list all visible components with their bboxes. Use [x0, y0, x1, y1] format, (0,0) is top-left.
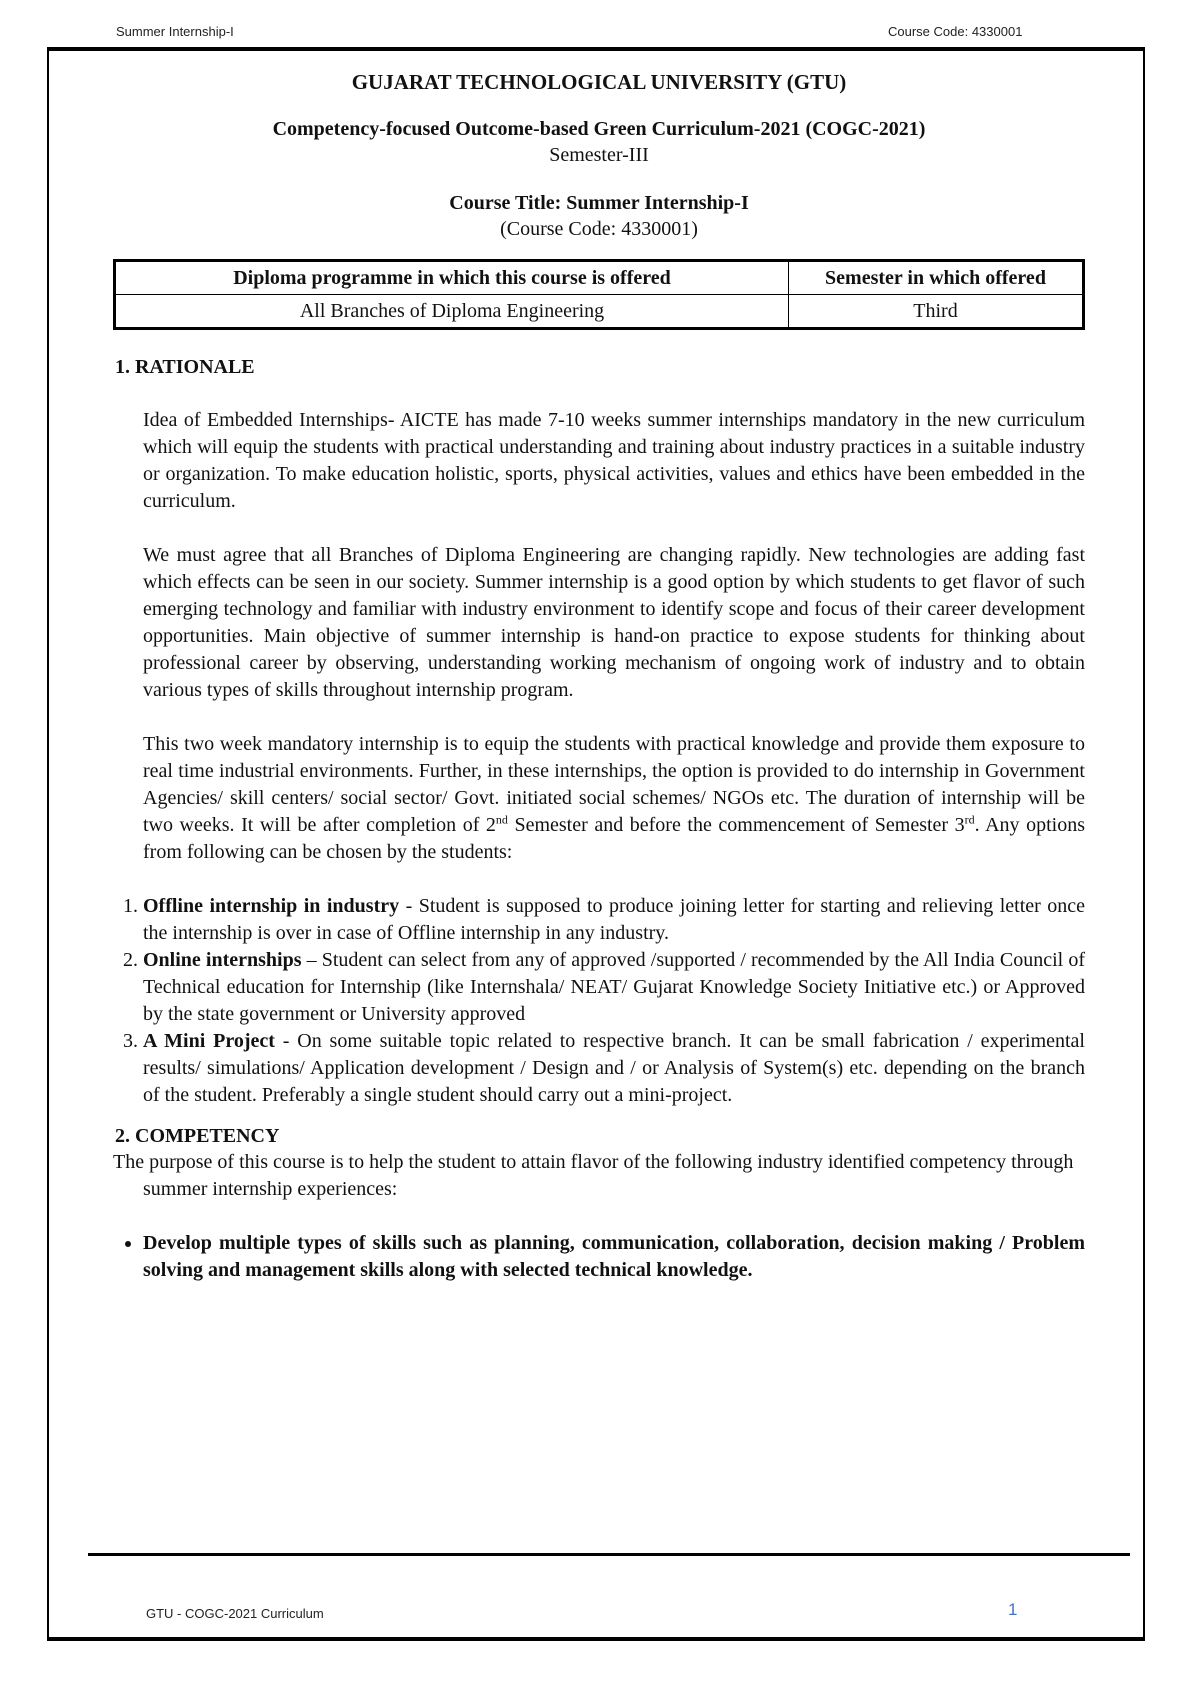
document-header: [113, 68, 1085, 242]
para3-text: . Any options from following can be chosen by the students:: [143, 814, 1085, 863]
university-title: GUJARAT TECHNOLOGICAL UNIVERSITY (GTU): [351, 70, 847, 94]
option-title: A Mini Project: [143, 1030, 275, 1052]
page-number: 1: [1008, 1600, 1018, 1619]
superscript: nd: [495, 812, 508, 827]
list-item: [143, 947, 1085, 1028]
option-title: Online internships: [143, 949, 302, 971]
table-row: [115, 295, 1084, 329]
option-text: – Student can select from any of approved /supported / recommended by the All India Council of Technical education for Internship (like Internshala/ NEAT/ Gujarat Knowledge Society Initiative etc.) or Approved by the state government or University approved: [143, 949, 1085, 1025]
competency-list: [113, 1230, 1085, 1284]
semester-label: Semester-III: [549, 144, 649, 166]
list-item: • Develop multiple types of skills such as planning, communication, collaboration, decision making / Problem solving and management skills along with selected technical knowledge.: [143, 1230, 1085, 1284]
competency-heading: 2. COMPETENCY: [115, 1125, 280, 1147]
para3-text: This two week mandatory internship is to equip the students with practical knowledge and provide them exposure to real time industrial environments. Further, in these internships, the option is provided to do internship in Government Agencies/ skill centers/ social sector/ Govt. initiated social schemes/ NGOs etc. The duration of internship will be two weeks. It will be after completion of 2: [143, 733, 1085, 836]
running-header-right: Course Code: 4330001: [888, 24, 1023, 39]
footer-text: GTU - COGC-2021 Curriculum: [146, 1606, 324, 1621]
rationale-paragraph: We must agree that all Branches of Diploma Engineering are changing rapidly. New technologies are adding fast which effects can be seen in our society. Summer internship is a good option by which students to get flavor of such emerging technology and familiar with industry environment to identify scope and focus of their career development opportunities. Main objective of summer internship is hand-on practice to expose students for thinking about professional career by observing, understanding working mechanism of ongoing work of industry and to obtain various types of skills throughout internship program.: [143, 544, 1085, 701]
course-title: Course Title: Summer Internship-I: [449, 192, 749, 214]
internship-options-list: [113, 893, 1085, 1109]
page-content: [113, 68, 1085, 1284]
offer-table: [113, 259, 1085, 330]
footer-divider: [88, 1553, 1130, 1556]
table-header-semester: Semester in which offered: [789, 261, 1084, 295]
list-item: [143, 893, 1085, 947]
curriculum-title: Competency-focused Outcome-based Green Curriculum-2021 (COGC-2021): [272, 118, 926, 140]
rationale-paragraph: [143, 731, 1085, 866]
table-header-row: [115, 261, 1084, 295]
competency-intro: The purpose of this course is to help the student to attain flavor of the following industry identified competency through summer internship experiences:: [113, 1151, 1074, 1200]
table-header-programme: Diploma programme in which this course is offered: [115, 261, 789, 295]
option-text: - On some suitable topic related to respective branch. It can be small fabrication / experimental results/ simulations/ Application development / Design and / or Analysis of System(s) etc. depending on the branch of the student. Preferably a single student should carry out a mini-project.: [143, 1030, 1085, 1106]
rationale-paragraph: Idea of Embedded Internships- AICTE has made 7-10 weeks summer internships mandatory in the new curriculum which will equip the students with practical understanding and training about industry practices in a suitable industry or organization. To make education holistic, sports, physical activities, values and ethics have been embedded in the curriculum.: [143, 409, 1085, 512]
list-item: [143, 1028, 1085, 1109]
option-title: Offline internship in industry: [143, 895, 400, 917]
course-code: (Course Code: 4330001): [500, 218, 698, 240]
running-header-left: Summer Internship-I: [116, 24, 234, 39]
option-text: - Student is supposed to produce joining letter for starting and relieving letter once the internship is over in case of Offline internship in any industry.: [143, 895, 1086, 944]
para3-text: Semester and before the commencement of Semester 3: [507, 814, 965, 836]
superscript: rd: [964, 812, 975, 827]
rationale-heading: 1. RATIONALE: [115, 356, 255, 378]
table-cell-programme: All Branches of Diploma Engineering: [115, 295, 789, 329]
table-cell-semester: Third: [789, 295, 1084, 329]
